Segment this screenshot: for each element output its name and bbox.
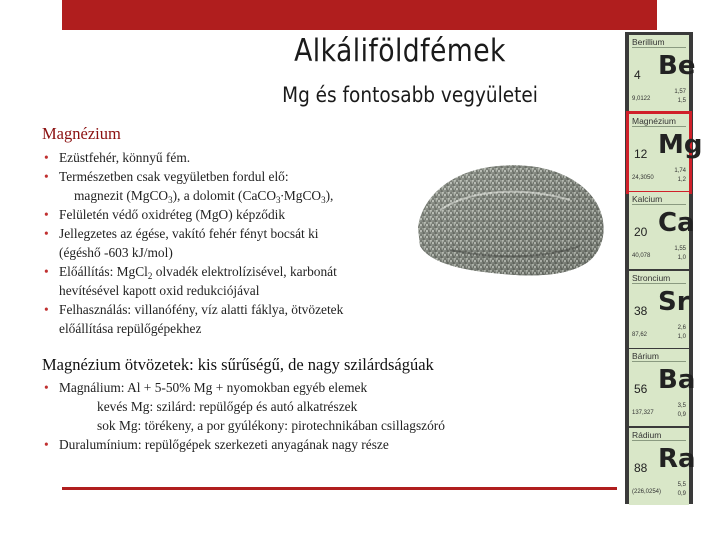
bullet-text: kevés Mg: szilárd: repülőgép és autó alkatrészek <box>97 399 358 414</box>
element-value-1: 1,74 <box>674 167 686 174</box>
bullet-text: Ezüstfehér, könnyű fém. <box>59 150 191 165</box>
bullet-text: Előállítás: MgCl <box>59 264 148 279</box>
formula-text: magnezit (MgCO <box>74 188 169 203</box>
atomic-number: 56 <box>634 382 648 396</box>
atomic-number: 88 <box>634 460 648 475</box>
alloys-list <box>42 378 562 454</box>
list-item-sub <box>42 416 562 435</box>
periodic-table-column <box>625 32 703 504</box>
magnesium-properties-list <box>42 148 422 338</box>
bullet-icon: • <box>44 226 49 241</box>
slide-title: Alkáliföldfémek <box>294 33 506 69</box>
element-value-1: 1,57 <box>674 89 686 95</box>
section-heading-alloys: Magnézium ötvözetek: kis sűrűségű, de nagy szilárdságúak <box>42 355 434 374</box>
bullet-text: előállítása repülőgépekhez <box>59 321 202 336</box>
formula-text: ∙MgCO <box>280 188 322 203</box>
element-name: Magnézium <box>632 115 676 126</box>
list-item-continuation <box>42 281 422 300</box>
cell-divider <box>632 204 686 205</box>
bullet-icon: • <box>44 302 49 317</box>
section-heading-magnesium: Magnézium <box>42 124 121 143</box>
element-value-1: 3,5 <box>677 403 686 409</box>
bullet-text: olvadék elektrolízisével, karbonát <box>152 264 337 279</box>
atomic-mass: 40,078 <box>632 253 651 259</box>
element-symbol: Ca <box>658 208 695 238</box>
atomic-number: 20 <box>634 225 648 239</box>
formula-text: ), <box>325 188 334 203</box>
element-value-2: 1,2 <box>677 176 686 183</box>
element-symbol: Be <box>658 51 696 81</box>
list-item <box>42 262 422 281</box>
element-cell-ca <box>629 192 695 269</box>
subscript: 2 <box>147 271 153 281</box>
cell-divider <box>632 283 686 284</box>
element-cell-mg <box>629 114 703 191</box>
bullet-text: sok Mg: törékeny, a por gyúlékony: pirotechnikában csillagszóró <box>97 418 445 433</box>
bullet-icon: • <box>44 437 49 452</box>
subscript: 3 <box>321 195 326 205</box>
element-value-2: 0,9 <box>677 412 686 418</box>
element-value-2: 1,0 <box>677 255 686 261</box>
list-item <box>42 167 422 186</box>
slide-subtitle: Mg és fontosabb vegyületei <box>282 83 538 107</box>
element-symbol: Ra <box>658 443 696 474</box>
list-item <box>42 205 422 224</box>
element-symbol: Mg <box>658 129 703 160</box>
element-symbol: Sr <box>658 286 690 317</box>
formula-text: ), a dolomit (CaCO <box>172 188 276 203</box>
atomic-number: 4 <box>634 68 641 82</box>
cell-divider <box>632 126 686 127</box>
list-item <box>42 435 562 454</box>
element-name: Rádium <box>632 429 662 440</box>
bullet-text: Természetben csak vegyületben fordul elő: <box>59 169 289 184</box>
element-name: Berillium <box>632 37 665 47</box>
magnesium-crystal-photo <box>400 150 615 290</box>
bullet-text: Jellegzetes az égése, vakító fehér fényt bocsát ki <box>59 226 319 241</box>
bullet-icon: • <box>44 380 49 395</box>
element-value-1: 2,6 <box>677 324 686 331</box>
element-value-1: 5,5 <box>677 481 686 488</box>
list-item-continuation <box>42 319 422 338</box>
element-cell-be <box>629 35 696 112</box>
element-value-2: 1,5 <box>677 98 686 104</box>
atomic-mass: (226,0254) <box>632 488 662 495</box>
top-accent-bar <box>62 0 657 30</box>
list-item-sub <box>42 397 562 416</box>
cell-divider <box>632 440 686 441</box>
element-name: Kalcium <box>632 194 663 204</box>
list-item <box>42 300 422 319</box>
bullet-icon: • <box>44 264 49 279</box>
atomic-number: 12 <box>634 146 648 161</box>
atomic-number: 38 <box>634 303 648 318</box>
element-value-2: 0,9 <box>677 490 686 497</box>
cell-divider <box>632 47 686 48</box>
atomic-mass: 24,3050 <box>632 174 654 181</box>
list-item <box>42 148 422 167</box>
list-item <box>42 378 562 397</box>
cell-divider <box>632 361 686 362</box>
element-value-1: 1,55 <box>674 246 686 252</box>
list-item-continuation <box>42 243 422 262</box>
bullet-text: hevítésével kapott oxid redukciójával <box>59 283 260 298</box>
bullet-text: Duralumínium: repülőgépek szerkezeti anyagának nagy része <box>59 437 389 452</box>
list-item-continuation <box>42 186 422 205</box>
element-symbol: Ba <box>658 365 696 395</box>
atomic-mass: 137,327 <box>632 410 654 416</box>
subscript: 3 <box>168 195 173 205</box>
element-name: Stroncium <box>632 272 671 283</box>
subscript: 3 <box>276 195 281 205</box>
bullet-icon: • <box>44 150 49 165</box>
bullet-text: (égéshő -603 kJ/mol) <box>59 245 173 260</box>
element-cell-ba <box>629 349 696 426</box>
element-cell-ra <box>629 428 696 505</box>
element-name: Bárium <box>632 351 659 361</box>
bullet-text: Felületén védő oxidréteg (MgO) képződik <box>59 207 286 222</box>
element-cell-sr <box>629 271 689 348</box>
bullet-icon: • <box>44 207 49 222</box>
atomic-mass: 9,0122 <box>632 96 651 102</box>
atomic-mass: 87,62 <box>632 331 648 338</box>
bullet-icon: • <box>44 169 49 184</box>
bullet-text: Magnálium: Al + 5-50% Mg + nyomokban egyéb elemek <box>59 380 368 395</box>
bullet-text: Felhasználás: villanófény, víz alatti fáklya, ötvözetek <box>59 302 344 317</box>
list-item <box>42 224 422 243</box>
bottom-accent-line <box>62 487 617 490</box>
element-value-2: 1,0 <box>677 333 686 340</box>
